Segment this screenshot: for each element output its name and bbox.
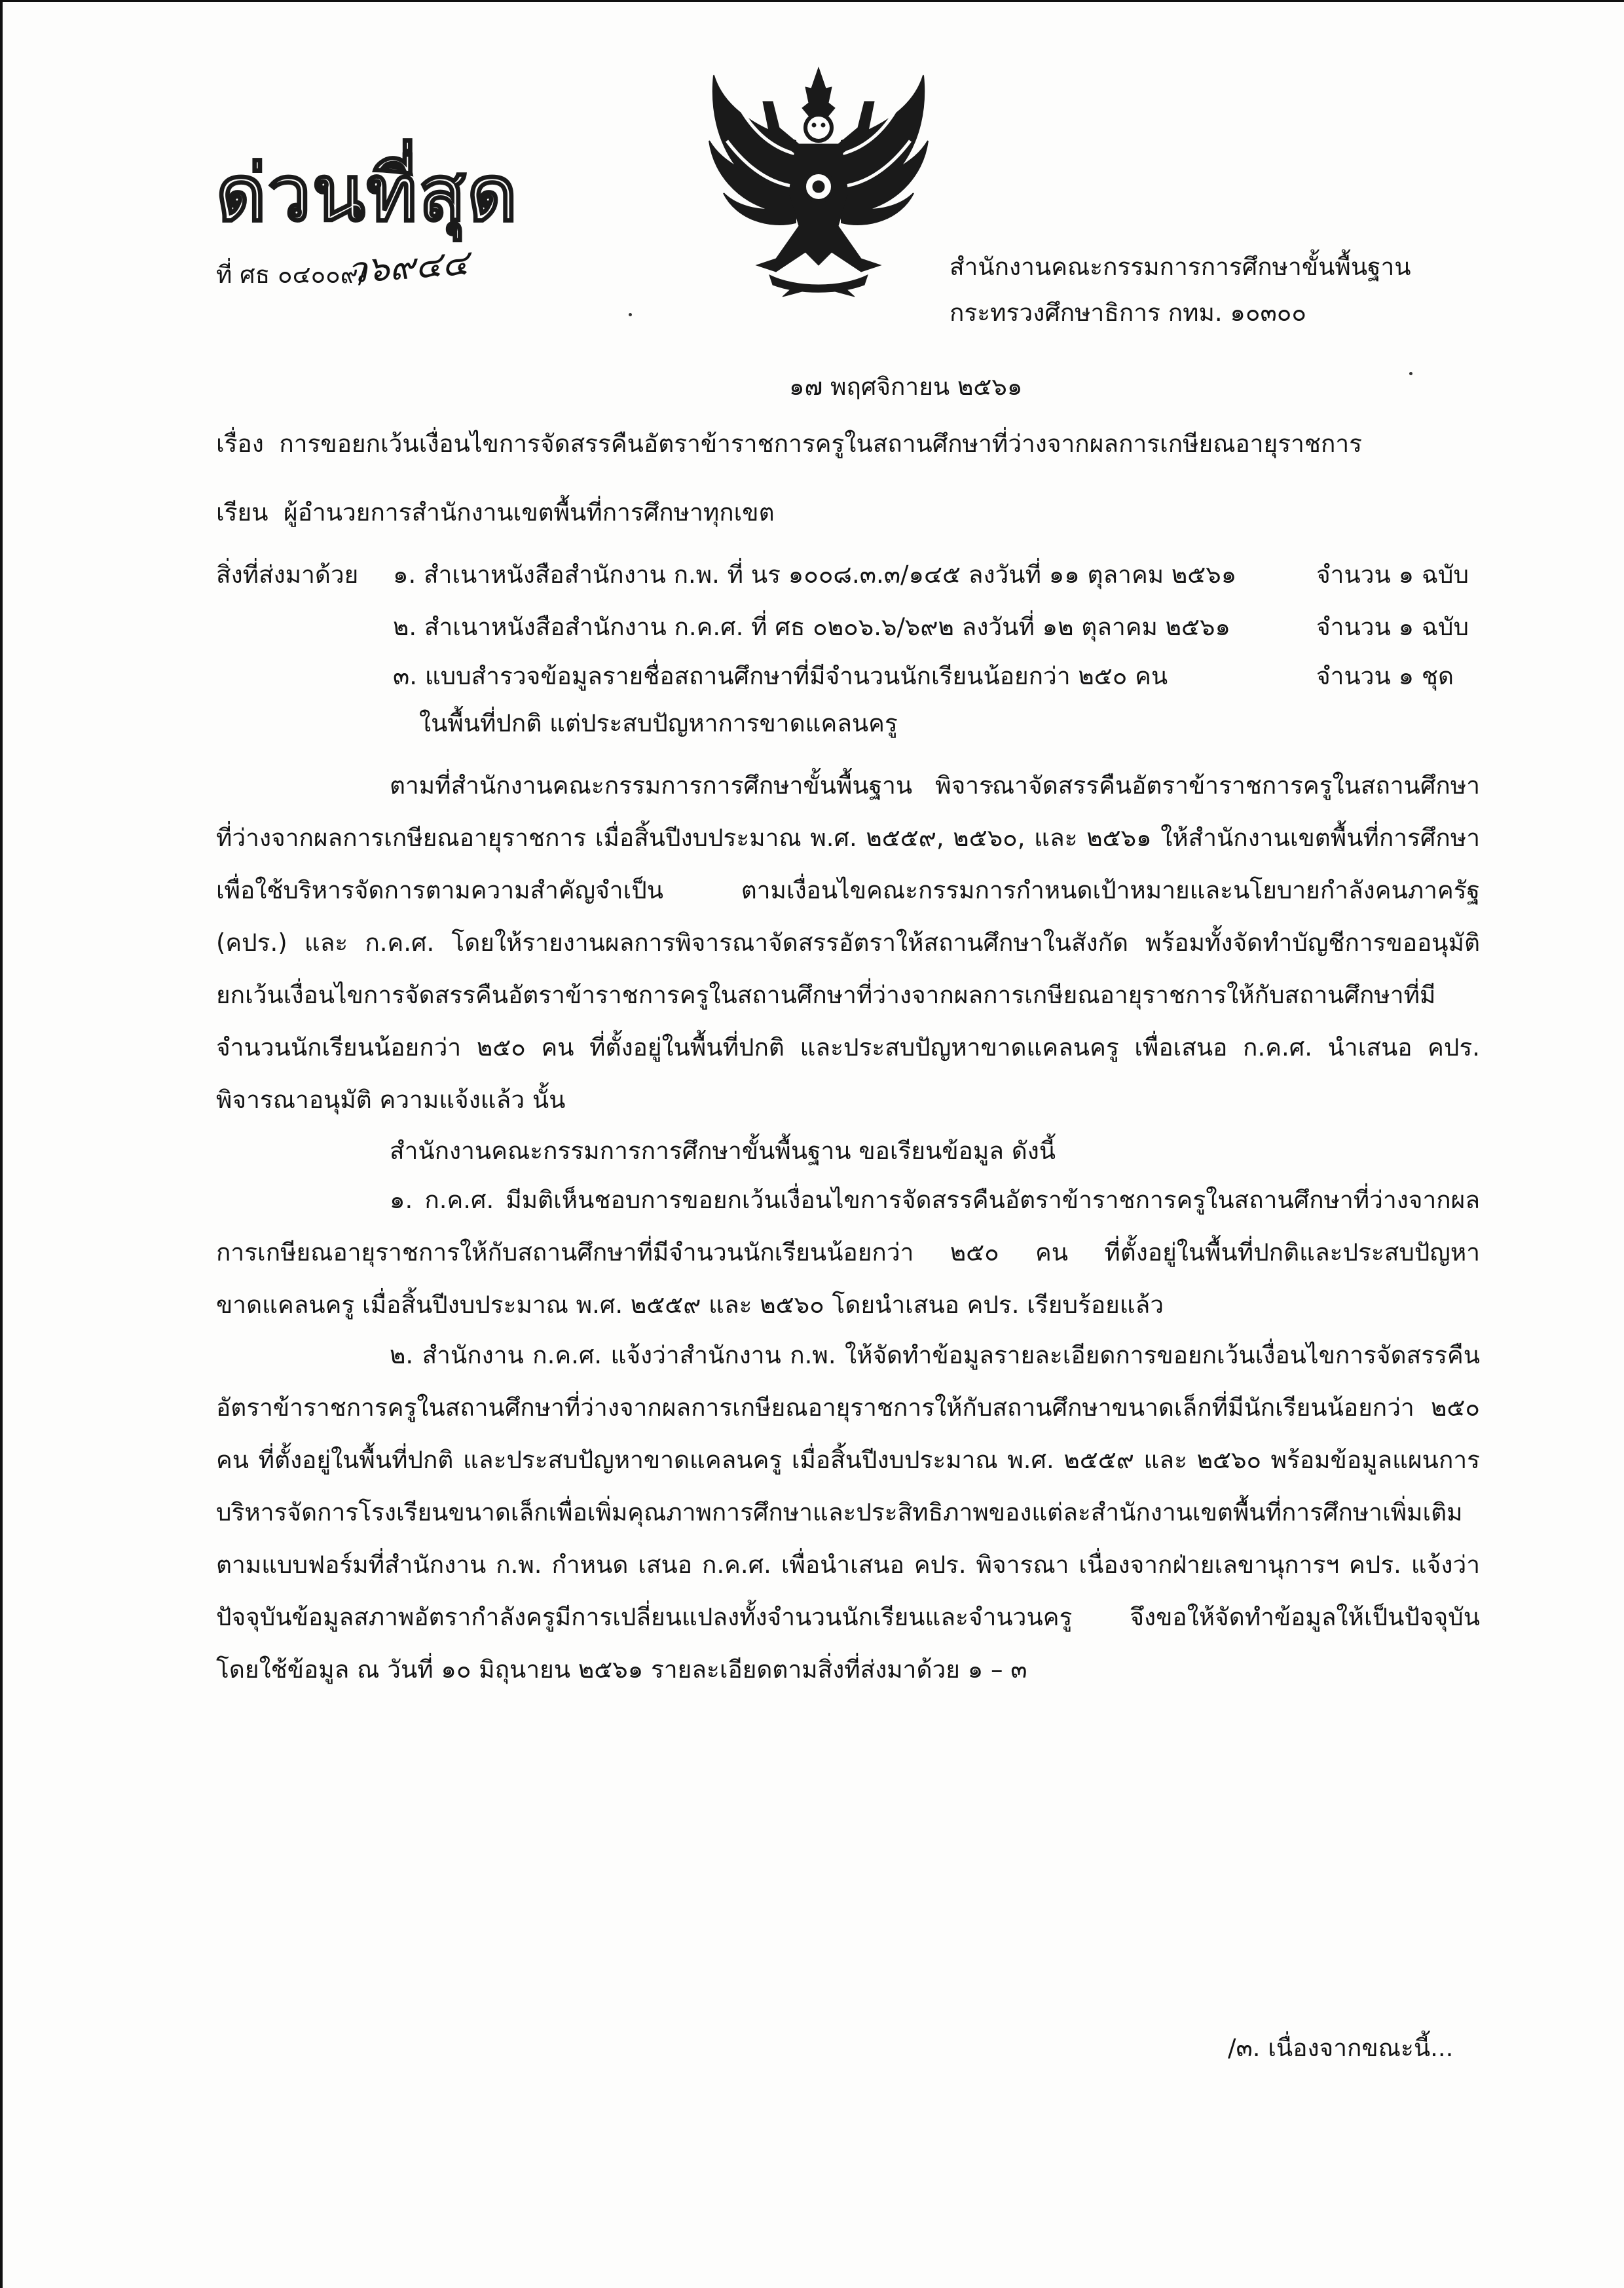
document-date: ๑๗ พฤศจิกายน ๒๕๖๑	[789, 373, 1023, 401]
garuda-emblem-icon	[697, 62, 940, 298]
paragraph-text: สำนักงานคณะกรรมการการศึกษาขั้นพื้นฐาน ขอเรียนข้อมูล ดังนี้	[390, 1137, 1056, 1165]
body-paragraph-3	[216, 1174, 1480, 1331]
enclosures-label: สิ่งที่ส่งมาด้วย	[216, 561, 359, 589]
body-paragraph-4	[216, 1329, 1480, 1696]
scan-speck	[629, 313, 632, 316]
paragraph-text: ตามที่สำนักงานคณะกรรมการการศึกษาขั้นพื้นฐาน พิจารณาจัดสรรคืนอัตราข้าราชการครูในสถานศึกษาที่ว่างจากผลการเกษียณอายุราชการ เมื่อสิ้นปีงบประมาณ พ.ศ. ๒๕๕๙, ๒๕๖๐, และ ๒๕๖๑ ให้สำนักงานเขตพื้นที่การศึกษาเพื่อใช้บริหารจัดการตามความสำคัญจำเป็น ตามเงื่อนไขคณะกรรมการกำหนดเป้าหมายและนโยบายกำลังคนภาครัฐ (คปร.) และ ก.ค.ศ. โดยให้รายงานผลการพิจารณาจัดสรรอัตราให้สถานศึกษาในสังกัด พร้อมทั้งจัดทำบัญชีการขออนุมัติยกเว้นเงื่อนไขการจัดสรรคืนอัตราข้าราชการครูในสถานศึกษาที่ว่างจากผลการเกษียณอายุราชการให้กับสถานศึกษาที่มีจำนวนนักเรียนน้อยกว่า ๒๕๐ คน ที่ตั้งอยู่ในพื้นที่ปกติ และประสบปัญหาขาดแคลนครู เพื่อเสนอ ก.ค.ศ. นำเสนอ คปร. พิจารณาอนุมัติ ความแจ้งแล้ว นั้น	[216, 771, 1480, 1114]
enclosure-qty: จำนวน ๑ ฉบับ	[1316, 613, 1469, 641]
page-continuation: /๓. เนื่องจากขณะนี้...	[1228, 2034, 1454, 2062]
document-number-label: ที่ ศธ ๐๔๐๐๙/	[216, 261, 367, 289]
recipient-text: ผู้อำนวยการสำนักงานเขตพื้นที่การศึกษาทุกเขต	[284, 498, 775, 526]
paragraph-text: ๑. ก.ค.ศ. มีมติเห็นชอบการขอยกเว้นเงื่อนไขการจัดสรรคืนอัตราข้าราชการครูในสถานศึกษาที่ว่างจากผลการเกษียณอายุราชการให้กับสถานศึกษาที่มีจำนวนนักเรียนน้อยกว่า ๒๕๐ คน ที่ตั้งอยู่ในพื้นที่ปกติและประสบปัญหาขาดแคลนครู เมื่อสิ้นปีงบประมาณ พ.ศ. ๒๕๕๙ และ ๒๕๖๐ โดยนำเสนอ คปร. เรียบร้อยแล้ว	[216, 1186, 1480, 1319]
scan-speck	[1409, 372, 1412, 375]
enclosure-item: ๓. แบบสำรวจข้อมูลรายชื่อสถานศึกษาที่มีจำนวนนักเรียนน้อยกว่า ๒๕๐ คน	[393, 662, 1168, 690]
enclosure-qty: จำนวน ๑ ฉบับ	[1316, 561, 1469, 589]
body-paragraph-1	[216, 760, 1480, 1126]
body-paragraph-2	[216, 1125, 1480, 1177]
recipient-label: เรียน	[216, 498, 268, 526]
paragraph-text: ๒. สำนักงาน ก.ค.ศ. แจ้งว่าสำนักงาน ก.พ. ให้จัดทำข้อมูลรายละเอียดการขอยกเว้นเงื่อนไขการจัดสรรคืนอัตราข้าราชการครูในสถานศึกษาที่ว่างจากผลการเกษียณอายุราชการให้กับสถานศึกษาขนาดเล็กที่มีนักเรียนน้อยกว่า ๒๕๐ คน ที่ตั้งอยู่ในพื้นที่ปกติ และประสบปัญหาขาดแคลนครู เมื่อสิ้นปีงบประมาณ พ.ศ. ๒๕๕๙ และ ๒๕๖๐ พร้อมข้อมูลแผนการบริหารจัดการโรงเรียนขนาดเล็กเพื่อเพิ่มคุณภาพการศึกษาและประสิทธิภาพของแต่ละสำนักงานเขตพื้นที่การศึกษาเพิ่มเติมตามแบบฟอร์มที่สำนักงาน ก.พ. กำหนด เสนอ ก.ค.ศ. เพื่อนำเสนอ คปร. พิจารณา เนื่องจากฝ่ายเลขานุการฯ คปร. แจ้งว่าปัจจุบันข้อมูลสภาพอัตรากำลังครูมีการเปลี่ยนแปลงทั้งจำนวนนักเรียนและจำนวนครู จึงขอให้จัดทำข้อมูลให้เป็นปัจจุบัน โดยใช้ข้อมูล ณ วันที่ ๑๐ มิถุนายน ๒๕๖๑ รายละเอียดตามสิ่งที่ส่งมาด้วย ๑ – ๓	[216, 1341, 1480, 1684]
document-number-handwritten: ว๖๙๔๔	[345, 242, 470, 291]
recipient-line	[216, 498, 775, 528]
enclosure-qty: จำนวน ๑ ชุด	[1316, 662, 1454, 690]
urgency-stamp: ด่วนที่สุด	[216, 148, 519, 238]
enclosure-item: ๒. สำเนาหนังสือสำนักงาน ก.ค.ศ. ที่ ศธ ๐๒๐๖.๖/๖๙๒ ลงวันที่ ๑๒ ตุลาคม ๒๕๖๑	[393, 613, 1230, 641]
subject-line	[216, 429, 1362, 459]
office-name: สำนักงานคณะกรรมการการศึกษาขั้นพื้นฐาน	[950, 253, 1411, 281]
scan-edge-left	[0, 0, 3, 2288]
office-address: กระทรวงศึกษาธิการ กทม. ๑๐๓๐๐	[950, 299, 1306, 327]
subject-text: การขอยกเว้นเงื่อนไขการจัดสรรคืนอัตราข้าราชการครูในสถานศึกษาที่ว่างจากผลการเกษียณอายุราชการ	[279, 430, 1363, 458]
enclosure-item-continuation: ในพื้นที่ปกติ แต่ประสบปัญหาการขาดแคลนครู	[419, 709, 898, 737]
subject-label: เรื่อง	[216, 430, 264, 458]
scan-edge-top	[0, 0, 1624, 2]
enclosure-item: ๑. สำเนาหนังสือสำนักงาน ก.พ. ที่ นร ๑๐๐๘.๓.๓/๑๔๕ ลงวันที่ ๑๑ ตุลาคม ๒๕๖๑	[393, 561, 1237, 589]
